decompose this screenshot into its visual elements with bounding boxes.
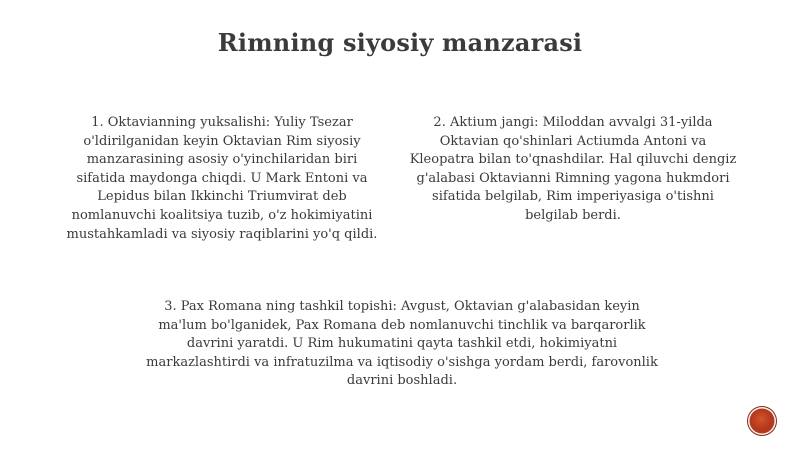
point-pax-romana: 3. Pax Romana ning tashkil topishi: Avgust, Oktavian g'alabasidan keyin ma'lum bo'lganidek, Pax Romana deb nomlanuvchi tinchlik va barqarorlik davrini yaratdi. U Rim hukumatini qayta tashkil etdi, hokimiyatni markazlashtirdi va infratuzilma va iqtisodiy o'sishga yordam berdi, farovonlik davrini boshladi.	[146, 299, 658, 389]
slide-title: Rimning siyosiy manzarasi	[217, 28, 583, 57]
point-oktavian-rise: 1. Oktavianning yuksalishi: Yuliy Tsezar o'ldirilganidan keyin Oktavian Rim siyosiy manzarasining asosiy o'yinchilaridan biri sifatida maydonga chiqdi. U Mark Entoni va Lepidus bilan Ikkinchi Triumvirat deb nomlanuvchi koalitsiya tuzib, o'z hokimiyatini mustahkamladi va siyosiy raqiblarini yo'q qildi.	[66, 115, 378, 242]
point-actium-battle: 2. Aktium jangi: Miloddan avvalgi 31-yilda Oktavian qo'shinlari Actiumda Antoni va Kleopatra bilan to'qnashdilar. Hal qiluvchi dengiz g'alabasi Oktavianni Rimning yagona hukmdori sifatida belgilab, Rim imperiyasiga o'tishni belgilab berdi.	[409, 115, 737, 223]
circle-button-icon[interactable]	[748, 407, 776, 435]
